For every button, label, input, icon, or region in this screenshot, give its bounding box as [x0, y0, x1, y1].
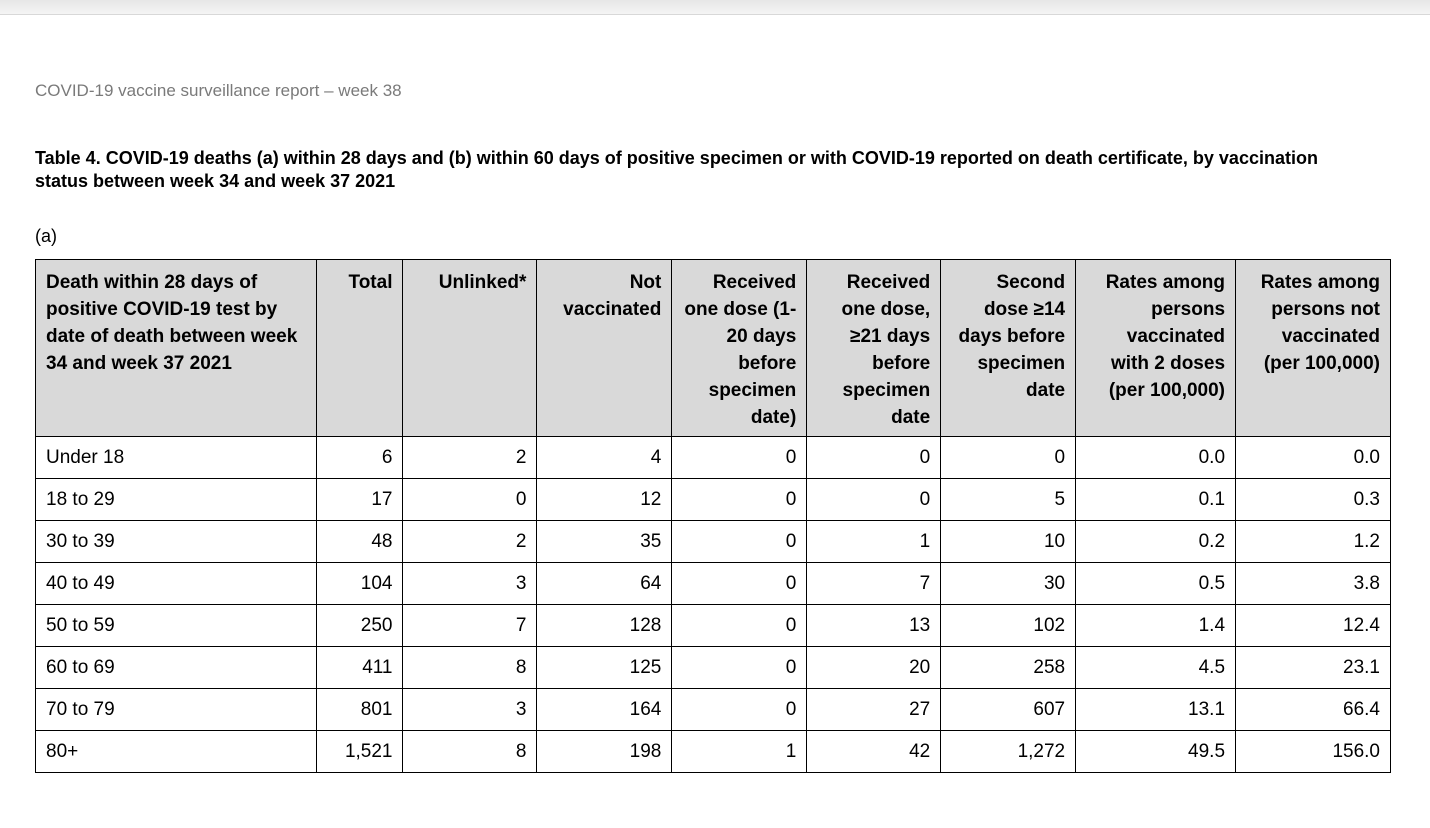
table-cell: 49.5: [1076, 731, 1236, 773]
table-cell: 17: [316, 479, 403, 521]
viewer-top-bar: [0, 0, 1430, 15]
table-row: [36, 647, 1391, 689]
table-cell: 607: [941, 689, 1076, 731]
table-cell: 1.2: [1236, 521, 1391, 563]
header-one-dose-21-days: Received one dose, ≥21 days before specimen date: [807, 260, 941, 437]
table-cell: 3: [403, 563, 537, 605]
table-cell: 50 to 59: [36, 605, 317, 647]
table-cell: 0: [403, 479, 537, 521]
table-cell: 0.2: [1076, 521, 1236, 563]
header-rate-not-vaccinated: Rates among persons not vaccinated (per 100,000): [1236, 260, 1391, 437]
table-cell: 411: [316, 647, 403, 689]
table-row: [36, 563, 1391, 605]
table-cell: 4.5: [1076, 647, 1236, 689]
table-cell: 42: [807, 731, 941, 773]
table-cell: 12.4: [1236, 605, 1391, 647]
table-cell: 198: [537, 731, 672, 773]
table-cell: 2: [403, 437, 537, 479]
table-cell: 80+: [36, 731, 317, 773]
table-cell: 0.0: [1076, 437, 1236, 479]
table-cell: 3.8: [1236, 563, 1391, 605]
table-cell: 64: [537, 563, 672, 605]
table-header-row: [36, 260, 1391, 437]
table-cell: 66.4: [1236, 689, 1391, 731]
table-row: [36, 521, 1391, 563]
header-age-group: Death within 28 days of positive COVID-19 test by date of death between week 34 and week 37 2021: [36, 260, 317, 437]
table-cell: 40 to 49: [36, 563, 317, 605]
table-cell: 0: [672, 605, 807, 647]
table-cell: 13: [807, 605, 941, 647]
table-cell: 102: [941, 605, 1076, 647]
table-cell: 35: [537, 521, 672, 563]
table-cell: 7: [807, 563, 941, 605]
table-cell: 3: [403, 689, 537, 731]
table-cell: 30: [941, 563, 1076, 605]
table-cell: 0: [672, 689, 807, 731]
running-header: COVID-19 vaccine surveillance report – week 38: [35, 81, 402, 100]
table-cell: 0.5: [1076, 563, 1236, 605]
table-row: [36, 437, 1391, 479]
table-cell: 48: [316, 521, 403, 563]
table-cell: 1.4: [1076, 605, 1236, 647]
table-cell: 2: [403, 521, 537, 563]
table-cell: 23.1: [1236, 647, 1391, 689]
table-cell: 801: [316, 689, 403, 731]
table-cell: 0.3: [1236, 479, 1391, 521]
table-row: [36, 731, 1391, 773]
table-cell: 128: [537, 605, 672, 647]
table-cell: 1,272: [941, 731, 1076, 773]
table-cell: 6: [316, 437, 403, 479]
header-rate-vaccinated: Rates among persons vaccinated with 2 doses (per 100,000): [1076, 260, 1236, 437]
table-row: [36, 479, 1391, 521]
table-cell: 12: [537, 479, 672, 521]
table-cell: 1: [672, 731, 807, 773]
table-cell: 8: [403, 647, 537, 689]
table-cell: 125: [537, 647, 672, 689]
deaths-table: [35, 259, 1391, 773]
table-cell: 4: [537, 437, 672, 479]
table-cell: 27: [807, 689, 941, 731]
table-cell: 0: [672, 437, 807, 479]
table-cell: 0: [807, 437, 941, 479]
table-cell: 0: [672, 521, 807, 563]
table-cell: 1,521: [316, 731, 403, 773]
table-cell: 0: [941, 437, 1076, 479]
table-cell: 104: [316, 563, 403, 605]
table-cell: 0.0: [1236, 437, 1391, 479]
header-one-dose-1-20-days: Received one dose (1-20 days before specimen date): [672, 260, 807, 437]
table-cell: 164: [537, 689, 672, 731]
table-cell: 60 to 69: [36, 647, 317, 689]
header-not-vaccinated: Not vaccinated: [537, 260, 672, 437]
header-unlinked: Unlinked*: [403, 260, 537, 437]
table-caption: Table 4. COVID-19 deaths (a) within 28 days and (b) within 60 days of positive specimen or with COVID-19 reported on death certificate, by vaccination status between week 34 and week 37 2021: [35, 148, 1318, 191]
table-cell: 258: [941, 647, 1076, 689]
table-row: [36, 605, 1391, 647]
table-cell: 13.1: [1076, 689, 1236, 731]
table-cell: 7: [403, 605, 537, 647]
table-cell: 20: [807, 647, 941, 689]
header-second-dose-14-days: Second dose ≥14 days before specimen date: [941, 260, 1076, 437]
table-cell: 0: [807, 479, 941, 521]
table-cell: 5: [941, 479, 1076, 521]
table-cell: 8: [403, 731, 537, 773]
table-cell: 0.1: [1076, 479, 1236, 521]
table-cell: 1: [807, 521, 941, 563]
table-cell: 156.0: [1236, 731, 1391, 773]
table-cell: 30 to 39: [36, 521, 317, 563]
table-cell: 18 to 29: [36, 479, 317, 521]
table-cell: 70 to 79: [36, 689, 317, 731]
table-cell: 10: [941, 521, 1076, 563]
table-cell: 250: [316, 605, 403, 647]
header-total: Total: [316, 260, 403, 437]
table-cell: 0: [672, 563, 807, 605]
table-row: [36, 689, 1391, 731]
table-cell: 0: [672, 479, 807, 521]
table-sub-label: (a): [35, 226, 57, 246]
table-cell: Under 18: [36, 437, 317, 479]
table-cell: 0: [672, 647, 807, 689]
